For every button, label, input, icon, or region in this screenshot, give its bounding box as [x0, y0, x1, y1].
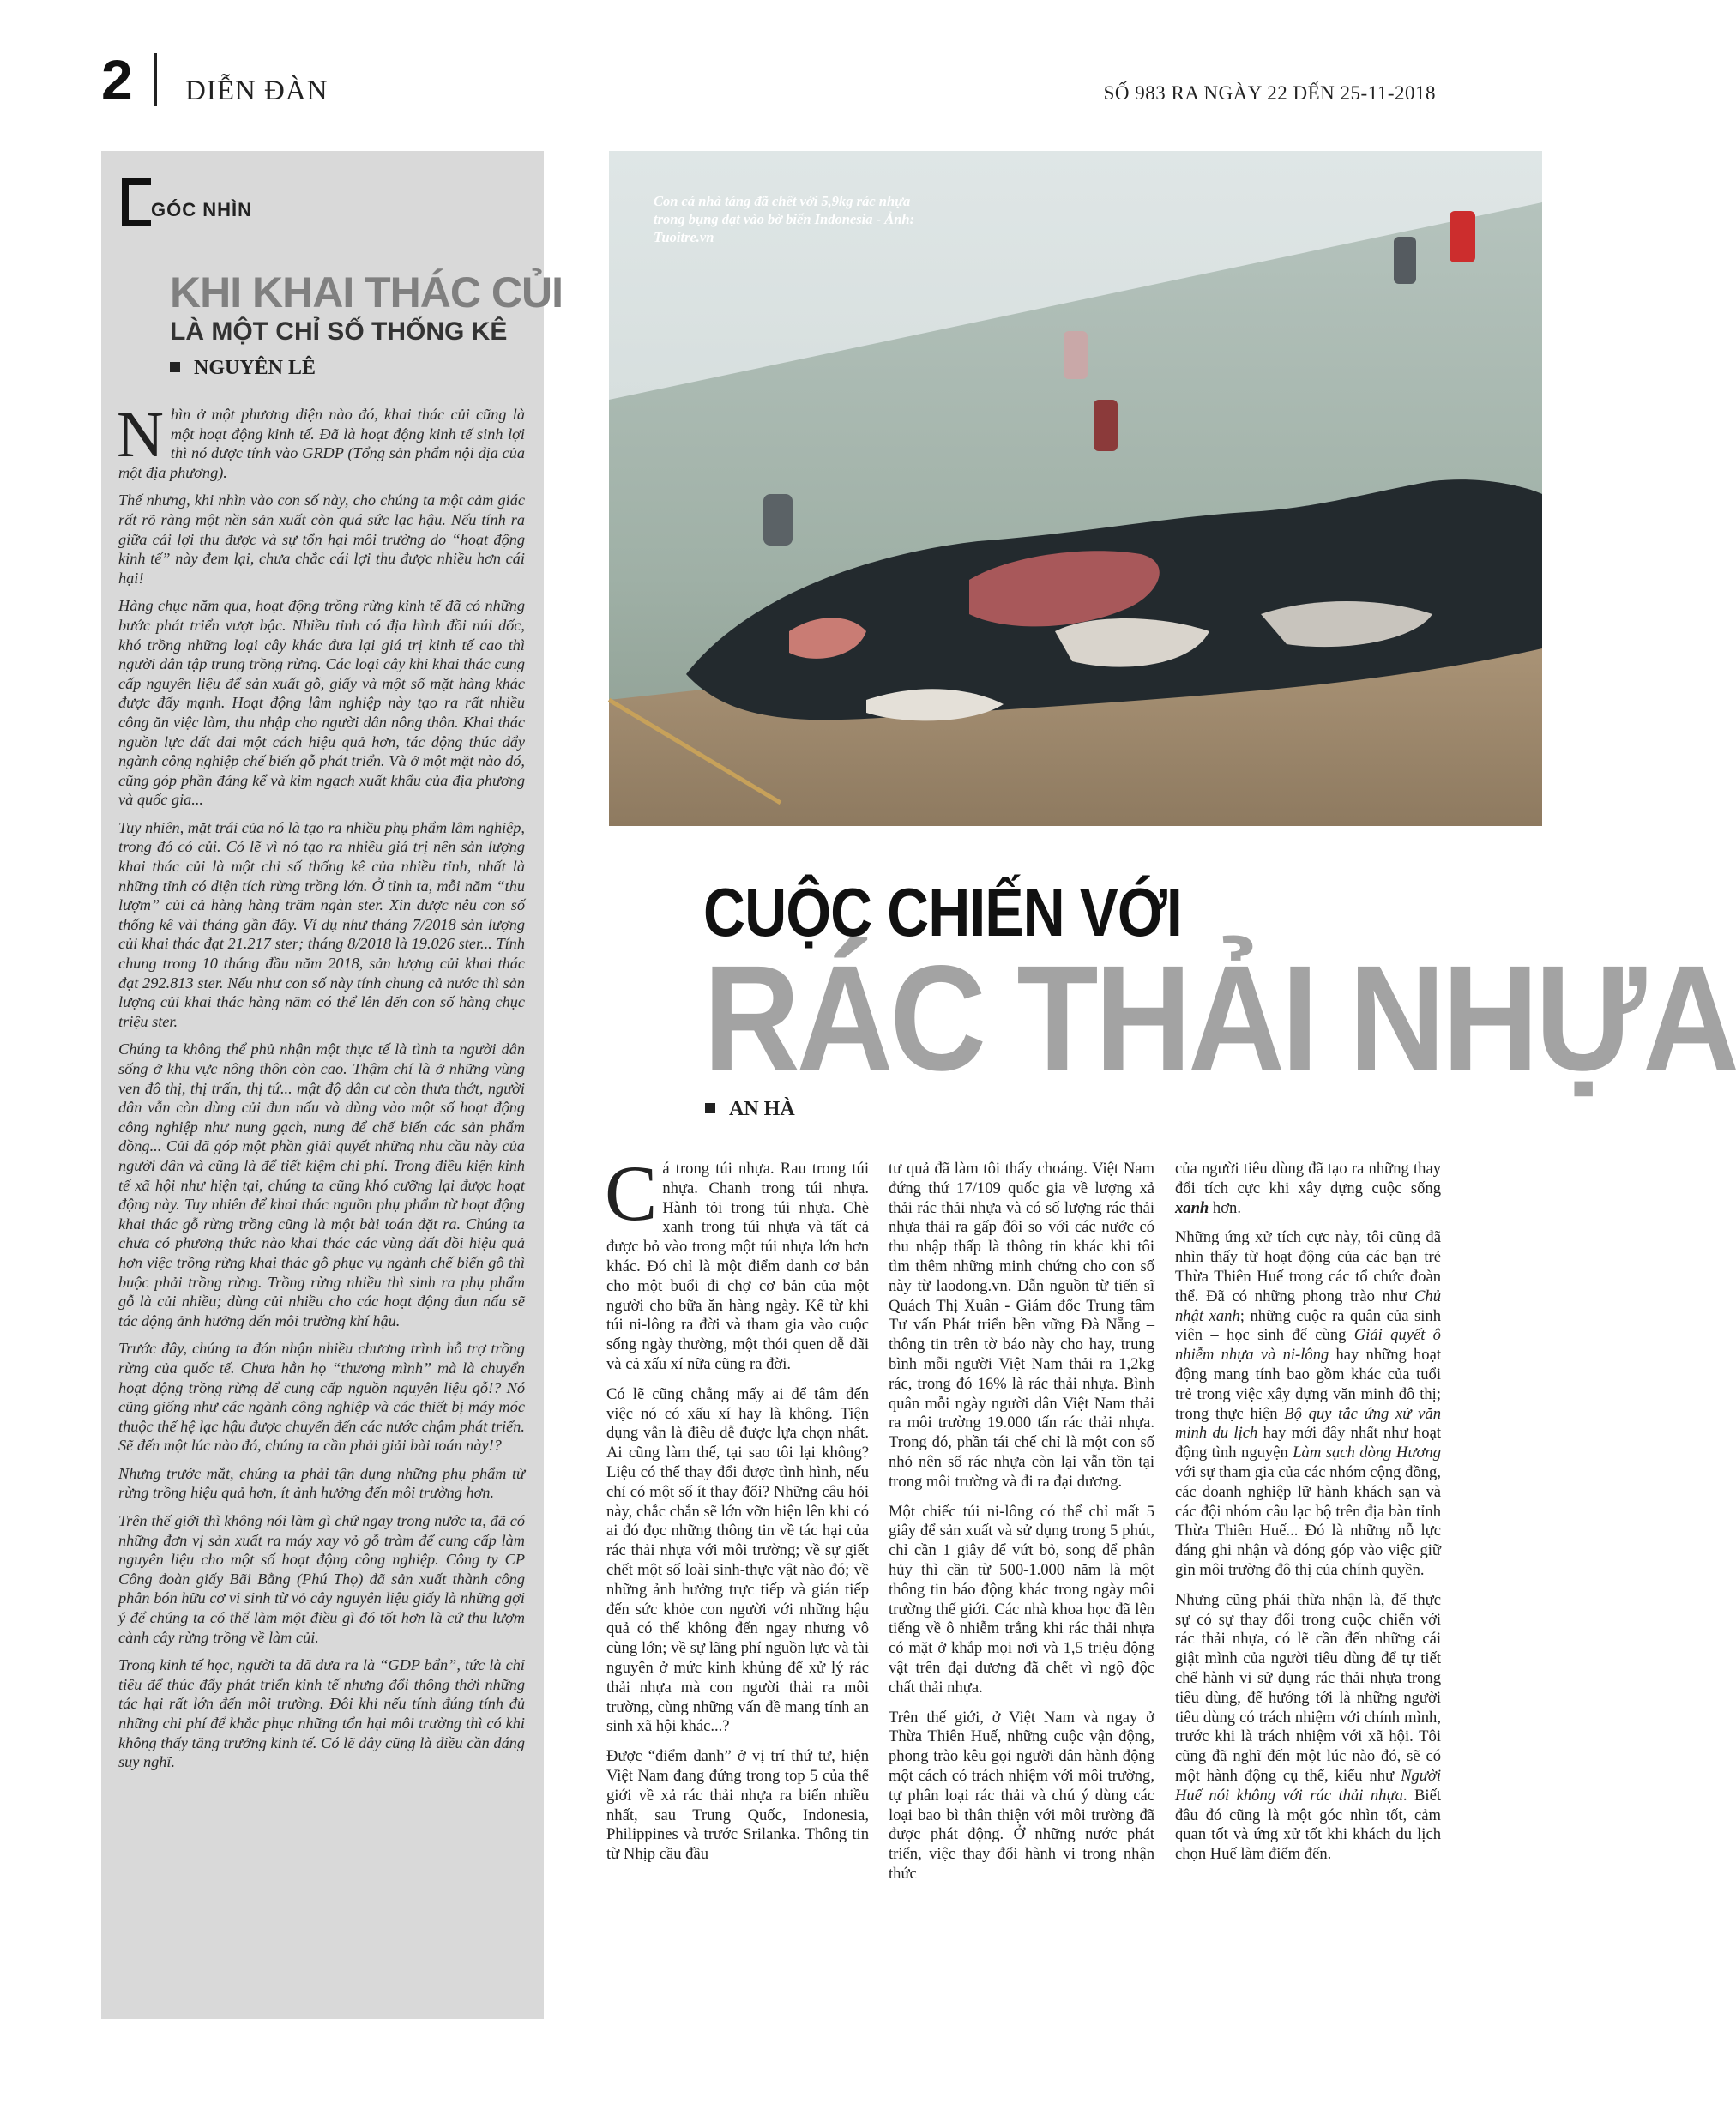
beached-whale-image [609, 151, 1542, 826]
opinion-paragraph: Nhưng trước mắt, chúng ta phải tận dụng những phụ phẩm từ rừng trồng hiệu quả hơn, ít ảnh hưởng đến môi trường hơn. [118, 1464, 525, 1502]
photo-caption: Con cá nhà táng đã chết với 5,9kg rác nhựa trong bụng dạt vào bờ biển Indonesia - Ảnh: Tuoitre.vn [654, 193, 915, 245]
square-bullet-icon [705, 1103, 715, 1113]
opinion-label: GÓC NHÌN [151, 199, 252, 220]
opinion-paragraph: Hàng chục năm qua, hoạt động trồng rừng kinh tế đã có những bước phát triển vượt bậc. Nhiều tỉnh có địa hình đồi núi dốc, khó trồng những loại cây khác đưa lại giá trị kinh tế cao thì người dân tập trung trồng rừng. Các loại cây khi khai thác cung cấp nguyên liệu để sản xuất gỗ, giấy và một số mặt hàng khác được đẩy mạnh. Hoạt động lâm nghiệp này tạo ra rất nhiều công ăn việc làm, thu nhập cho người dân nông thôn. Khai thác nguồn lực đất đai một cách hiệu quả hơn, tác động thúc đẩy ngành công nghiệp chế biến gỗ phát triển. Và ở một mặt nào đó, cũng góp phần đáng kể và kim ngạch xuất khẩu của địa phương và quốc gia... [118, 597, 525, 809]
opinion-title: KHI KHAI THÁC CỦI [170, 268, 563, 316]
article-column-3 [1175, 1160, 1441, 1875]
article-paragraph: Một chiếc túi ni-lông có thể chỉ mất 5 giây để sản xuất và sử dụng trong 5 phút, chỉ cần 1 giây để vứt bỏ, song để phân hủy thì cần từ 500-1.000 năm là một thông tin báo động khác trong ngày môi trường thế giới. Các nhà khoa học đã lên tiếng về ô nhiễm trắng khi rác thải nhựa có mặt ở khắp mọi nơi và 1,5 triệu động vật trên đại dương đã chết vì ngộ độc chất thải nhựa. [889, 1502, 1154, 1697]
whale-photo [609, 151, 1542, 826]
article-paragraph: Nhưng cũng phải thừa nhận là, để thực sự có sự thay đổi trong cuộc chiến với rác thải nhựa, có lẽ cần đến những cái giật mình của người tiêu dùng để tự tiết chế hành vi sử dụng rác thải nhựa trong tiêu dùng, để hướng tới là những người tiêu dùng có trách nhiệm với chính mình, trước khi là trách nhiệm với xã hội. Tôi cũng đã nghĩ đến một lúc nào đó, sẽ có một hành động cụ thể, kiểu như Người Huế nói không với rác thải nhựa. Biết đâu đó cũng là một góc nhìn tốt, cảm quan tốt và ứng xử tốt khi khách du lịch chọn Huế làm điểm đến. [1175, 1590, 1441, 1864]
article-author: AN HÀ [729, 1098, 795, 1120]
headline-line-2: RÁC THẢI NHỰA [703, 935, 1736, 1103]
opinion-paragraph: Chúng ta không thể phủ nhận một thực tế là tình ta người dân sống ở khu vực nông thôn còn cao. Thậm chí là ở những vùng ven đô thị, thị trấn, thị tứ... mật độ dân cư còn thưa thớt, người dân vẫn còn dùng củi đun nấu và dùng vào một số hoạt động công nghiệp như nung gạch, nung để chế biến các sản phẩm đồng... Củi đã góp một phần giải quyết những nhu cầu này của người dân và cũng là để tiết kiệm chi phí. Trong điều kiện kinh tế xã hội như hiện tại, chúng ta cũng khó cưỡng lại được hoạt động này. Tuy nhiên để khai thác nguồn phụ phẩm từ hoạt động khai thác gỗ rừng trồng cũng là một bài toán đặt ra. Chúng ta chưa có phương thức nào khai thác các vùng đất đồi hiệu quả hơn việc trồng rừng khai thác gỗ phục vụ ngành chế biến gỗ thì buộc phải trồng rừng. Trồng rừng nhiều thì sinh ra phụ phẩm gỗ là củi nhiều; dùng củi nhiều cho các hoạt động đun nấu sẽ tác động ảnh hưởng đến môi trường khí hậu. [118, 1040, 525, 1329]
opinion-paragraph: Trên thế giới thì không nói làm gì chứ ngay trong nước ta, đã có những đơn vị sản xuất ra máy xay vỏ gỗ tràm để cung cấp làm nguyên liệu cho một số hoạt động công nghiệp. Công ty CP Công đoàn giấy Bãi Bằng (Phú Thọ) đã sản xuất thành công phân bón hữu cơ vi sinh từ vỏ cây nguyên liệu giấy là những gợi ý để chúng ta có thể làm một điều gì đó tốt hơn là cứ thu lượm cành cây rừng trồng về làm củi. [118, 1512, 525, 1646]
header-divider [154, 53, 157, 106]
article-paragraph: của người tiêu dùng đã tạo ra những thay đổi tích cực khi xây dựng cuộc sống xanh hơn. [1175, 1160, 1441, 1217]
opinion-author: NGUYÊN LÊ [194, 357, 316, 379]
opinion-body [117, 399, 525, 1781]
article-paragraph: Có lẽ cũng chẳng mấy ai để tâm đến việc nó có xấu xí hay là không. Tiện dụng vẫn là điều dễ được lựa chọn nhất. Ai cũng làm thế, tại sao tôi lại không? Liệu có thể thay đổi được tình hình, nếu chỉ có một số ít thay đổi? Những câu hỏi này, chắc chắn sẽ lớn vỡn hiện lên khi có ai đó đọc những thông tin về tác hại của rác thải nhựa với môi trường; về sự giết chết một số loài sinh-thực vật nào đó; về những ảnh hưởng trực tiếp và gián tiếp đến sức khỏe con người với những hậu quả có thể không đến ngay nhưng vô cùng lớn; về sự lãng phí nguồn lực và tài nguyên ở mức kinh khủng để xử lý rác thải nhựa mà con người thải ra môi trường, cùng những vấn đề mang tính an sinh xã hội khác...? [606, 1384, 869, 1736]
opinion-byline [170, 357, 316, 380]
article-paragraph: tư quả đã làm tôi thấy choáng. Việt Nam đứng thứ 17/109 quốc gia về lượng xả thải rác thải nhựa và có số lượng rác thải nhựa thải ra gấp đôi so với các nước có thu nhập thấp là thông tin khác khi tôi tìm thêm những minh chứng cho con số này từ laodong.vn. Dẫn nguồn từ tiến sĩ Quách Thị Xuân - Giám đốc Trung tâm Tư vấn Phát triển bền vững Đà Nẵng – thông tin trên tờ báo này cho hay, trung bình mỗi người Việt Nam thải ra 1,2kg rác, trong đó 16% là rác thải nhựa. Bình quân mỗi ngày người dân Việt Nam thải ra môi trường 19.000 tấn rác thải nhựa. Trong đó, phần tái chế chỉ là một con số nhỏ nên số rác nhựa còn lại vẫn tồn tại trong môi trường và đi ra đại dương. [889, 1160, 1154, 1491]
corner-bracket-icon [122, 178, 151, 226]
article-byline [705, 1098, 795, 1121]
article-paragraph: Được “điểm danh” ở vị trí thứ tư, hiện Việt Nam đang đứng trong top 5 của thế giới về xả rác thải nhựa ra biển nhiều nhất, sau Trung Quốc, Indonesia, Philippines và trước Srilanka. Thông tin từ Nhịp cầu đầu [606, 1747, 869, 1864]
opinion-subtitle: LÀ MỘT CHỈ SỐ THỐNG KÊ [170, 317, 508, 346]
article-column-2 [889, 1160, 1154, 1895]
article-paragraph: Cá trong túi nhựa. Rau trong túi nhựa. Chanh trong túi nhựa. Hành tỏi trong túi nhựa. Chè xanh trong túi nhựa và tất cả được bỏ vào trong một túi nhựa lớn hơn khác. Đó chỉ là một điểm danh cơ bản cho một buổi đi chợ cơ bản của một người cho bữa ăn hàng ngày. Kể từ khi túi ni-lông ra đời và tham gia vào cuộc sống ngày thường, một thói quen dễ dãi và cả xấu xí nữa cũng ra đời. [605, 1149, 869, 1373]
page-number: 2 [101, 48, 133, 112]
drop-cap: C [605, 1149, 658, 1237]
opinion-paragraph: Thế nhưng, khi nhìn vào con số này, cho chúng ta một cảm giác rất rõ ràng một nền sản xuất còn quá sức lạc hậu. Nếu tính ra giữa cái lợi thu được và sự tổn hại môi trường do “hoạt động kinh tế” này đem lại, chưa chắc cái lợi thu được nhiều hơn cái hại! [118, 491, 525, 587]
article-column-1 [605, 1149, 869, 1875]
article-paragraph: Trên thế giới, ở Việt Nam và ngay ở Thừa Thiên Huế, những cuộc vận động, phong trào kêu gọi người dân hành động một cách có trách nhiệm với môi trường, tự phân loại rác thải và chú ý dùng các loại bao bì thân thiện với môi trường đã được phát động. Ở những nước phát triển, việc thay đổi hành vi trong nhận thức [889, 1708, 1154, 1883]
article-paragraph: Những ứng xử tích cực này, tôi cũng đã nhìn thấy từ hoạt động của các bạn trẻ Thừa Thiên Huế trong các tổ chức đoàn thể. Đã có những phong trào như Chủ nhật xanh; những cuộc ra quân của sinh viên – học sinh để cùng Giải quyết ô nhiễm nhựa và ni-lông hay những hoạt động mang tính bao gồm khác của tuổi trẻ trong việc xây dựng văn minh đô thị; trong thực hiện Bộ quy tắc ứng xử văn minh du lịch hay mới đây nhất như hoạt động tình nguyện Làm sạch dòng Hương với sự tham gia của các nhóm cộng đồng, các doanh nghiệp lữ hành khách sạn và các đội nhóm câu lạc bộ trên địa bàn tỉnh Thừa Thiên Huế... Đó là những nỗ lực đáng ghi nhận và đóng góp vào việc giữ gìn môi trường đô thị của chính quyền. [1175, 1228, 1442, 1579]
opinion-paragraph: Nhìn ở một phương diện nào đó, khai thác củi cũng là một hoạt động kinh tế. Đã là hoạt động kinh tế sinh lợi thì nó được tính vào GRDP (Tổng sản phẩm nội địa của một địa phương). [117, 399, 525, 481]
headline-line-1: CUỘC CHIẾN VỚI [703, 874, 1182, 951]
square-bullet-icon [170, 362, 180, 372]
section-title: DIỄN ĐÀN [185, 75, 329, 106]
issue-info: SỐ 983 RA NGÀY 22 ĐẾN 25-11-2018 [1103, 82, 1436, 104]
opinion-paragraph: Trong kinh tế học, người ta đã đưa ra là “GDP bẩn”, tức là chỉ tiêu để thúc đẩy phát triển kinh tế nhưng đổi thông thời những tác hại rất lớn đến môi trường. Đôi khi nếu tính đúng tính đủ những chi phí để khắc phục những tổn hại môi trường thì có khi không thấy tăng trưởng kinh tế. Có lẽ đây cũng là điều cần đáng suy nghĩ. [118, 1656, 525, 1771]
opinion-paragraph: Trước đây, chúng ta đón nhận nhiều chương trình hỗ trợ trồng rừng của quốc tế. Chưa hẳn họ “thương mình” mà là chuyển hoạt động trồng rừng để cung cấp nguồn nguyên liệu gỗ!? Nó cũng giống như các ngành công nghiệp và các thiết bị máy móc thuộc thế hệ lạc hậu được chuyển đến các nước chậm phát triển. Sẽ đến một lúc nào đó, chúng ta cần phải giải bài toán này!? [118, 1340, 525, 1455]
drop-cap: N [117, 399, 164, 471]
opinion-paragraph: Tuy nhiên, mặt trái của nó là tạo ra nhiều phụ phẩm lâm nghiệp, trong đó có củi. Có lẽ vì nó tạo ra nhiều giá trị nên sản lượng khai thác củi là một chỉ số thống kê của nhiều tỉnh, nhất là những tỉnh có diện tích rừng trồng lớn. Ở tỉnh ta, mỗi năm “thu lượm” củi cả hàng hàng trăm ngàn ster. Xin được nêu con số thống kê vài tháng gần đây. Ví dụ như tháng 7/2018 sản lượng củi khai thác đạt 21.217 ster; tháng 8/2018 là 19.026 ster... Tính chung trong 10 tháng đầu năm 2018, sản lượng củi khai thác đạt 292.813 ster. Nếu như con số này tính chung cả nước thì sản lượng củi khai thác hàng năm có thể lên đến con số hàng chục triệu ster. [118, 818, 525, 1030]
